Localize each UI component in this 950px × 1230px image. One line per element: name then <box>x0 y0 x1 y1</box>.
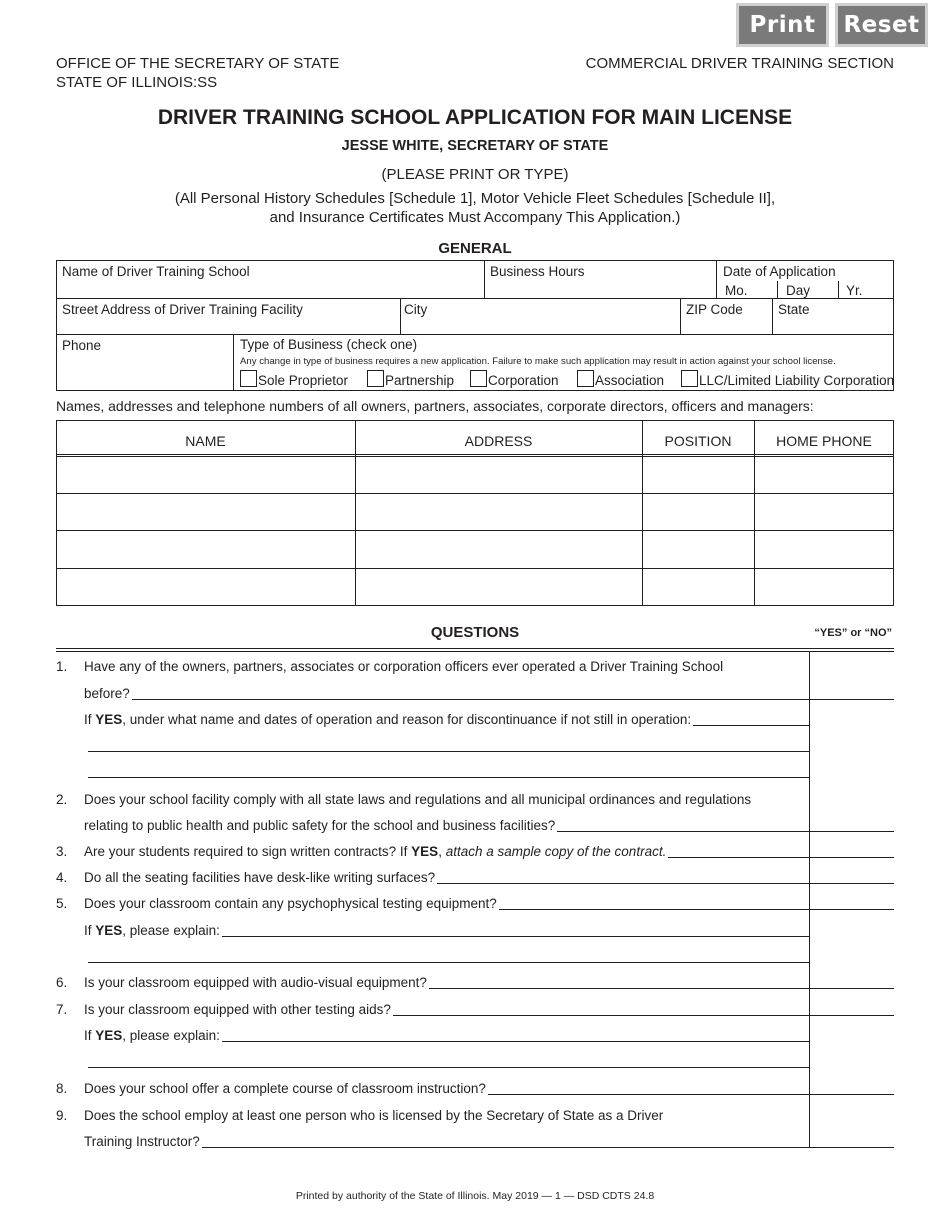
q7-text: Is your classroom equipped with other testing aids? <box>84 1002 391 1017</box>
home-phone-column-header: HOME PHONE <box>776 433 872 449</box>
sole-proprietor-checkbox[interactable] <box>240 370 257 387</box>
zip-code-label[interactable]: ZIP Code <box>686 302 743 317</box>
q4-text: Do all the seating facilities have desk-like writing surfaces? <box>84 870 436 885</box>
association-checkbox[interactable] <box>577 370 594 387</box>
yes-no-heading: “YES” or “NO” <box>814 627 892 639</box>
divider <box>772 298 773 334</box>
q7-explain-line[interactable] <box>88 1067 809 1068</box>
day-label[interactable]: Day <box>786 283 811 298</box>
q5-text: Does your classroom contain any psychophysical testing equipment? <box>84 896 497 911</box>
q7-number: 7. <box>56 1002 68 1017</box>
business-hours-label[interactable]: Business Hours <box>490 264 585 279</box>
divider <box>838 281 839 298</box>
print-button[interactable]: Print <box>736 3 829 47</box>
q3-text: Are your students required to sign written contracts? If YES, attach a sample copy of the contract. <box>84 844 667 859</box>
yes-bold: YES <box>95 712 123 727</box>
schedule-note-1: (All Personal History Schedules [Schedule 1], Motor Vehicle Fleet Schedules [Schedule II], <box>174 190 776 207</box>
q9-number: 9. <box>56 1108 68 1123</box>
q1-number: 1. <box>56 659 68 674</box>
questions-heading: QUESTIONS <box>430 624 520 641</box>
schedule-note-2: and Insurance Certificates Must Accompany This Application.) <box>269 209 681 226</box>
month-label[interactable]: Mo. <box>725 283 748 298</box>
partnership-checkbox[interactable] <box>367 370 384 387</box>
divider <box>56 651 894 652</box>
yes-bold: YES <box>95 1028 123 1043</box>
divider <box>680 298 681 334</box>
table-row[interactable] <box>56 530 894 531</box>
divider <box>56 454 894 455</box>
type-of-business-note: Any change in type of business requires a new application. Failure to make such application may result in action against your school license. <box>240 356 836 367</box>
sole-proprietor-label: Sole Proprietor <box>258 373 349 388</box>
if-prefix: If <box>84 923 96 938</box>
llc-checkbox[interactable] <box>681 370 698 387</box>
q7-explain <box>84 1028 222 1043</box>
q1-followup-line[interactable] <box>88 777 809 778</box>
position-column-header: POSITION <box>664 433 732 449</box>
city-label[interactable]: City <box>404 302 428 317</box>
q1-text: Have any of the owners, partners, associates or corporation officers ever operated a Driver Training School <box>84 659 724 674</box>
explain-text: , please explain: <box>122 1028 220 1043</box>
owners-note: Names, addresses and telephone numbers of all owners, partners, associates, corporate directors, officers and managers: <box>56 398 814 414</box>
reset-button[interactable]: Reset <box>835 3 928 47</box>
q1-answer-line[interactable] <box>84 699 894 700</box>
q3-italic: attach a sample copy of the contract. <box>445 844 667 859</box>
q9-text: Does the school employ at least one person who is licensed by the Secretary of State as a Driver <box>84 1108 664 1123</box>
state-label[interactable]: State <box>778 302 810 317</box>
q3-number: 3. <box>56 844 68 859</box>
table-row[interactable] <box>56 493 894 494</box>
divider <box>777 281 778 298</box>
divider <box>400 298 401 334</box>
q6-number: 6. <box>56 975 68 990</box>
office-line-1: OFFICE OF THE SECRETARY OF STATE <box>56 55 340 72</box>
address-column-header: ADDRESS <box>464 433 533 449</box>
q3-pre: Are your students required to sign written contracts? If <box>84 844 412 859</box>
q5-number: 5. <box>56 896 68 911</box>
if-prefix: If <box>84 712 96 727</box>
llc-label: LLC/Limited Liability Corporation <box>699 373 895 388</box>
footer: Printed by authority of the State of Illinois. May 2019 — 1 — DSD CDTS 24.8 <box>295 1190 655 1202</box>
name-column-header: NAME <box>185 433 226 449</box>
q2-text-2: relating to public health and public safety for the school and business facilities? <box>84 818 556 833</box>
print-note: (PLEASE PRINT OR TYPE) <box>381 166 569 183</box>
general-heading: GENERAL <box>438 240 512 257</box>
if-prefix: If <box>84 1028 96 1043</box>
q5-explain <box>84 923 222 938</box>
general-row-divider-1 <box>56 298 894 299</box>
yes-bold: YES <box>95 923 123 938</box>
form-subtitle: JESSE WHITE, SECRETARY OF STATE <box>341 138 609 154</box>
q3-yes: YES <box>411 844 439 859</box>
q9-answer-line[interactable] <box>84 1147 894 1148</box>
form-title: DRIVER TRAINING SCHOOL APPLICATION FOR MAIN LICENSE <box>157 106 793 129</box>
q5-explain-line[interactable] <box>88 962 809 963</box>
q8-text: Does your school offer a complete course of classroom instruction? <box>84 1081 486 1096</box>
date-of-application-label: Date of Application <box>723 264 836 279</box>
q1-followup-text: , under what name and dates of operation and reason for discontinuance if not still in operation: <box>122 712 692 727</box>
q6-text: Is your classroom equipped with audio-visual equipment? <box>84 975 427 990</box>
corporation-label: Corporation <box>488 373 559 388</box>
q1-text-2: before? <box>84 686 130 701</box>
corporation-checkbox[interactable] <box>470 370 487 387</box>
office-line-2: STATE OF ILLINOIS:SS <box>56 74 218 91</box>
phone-label[interactable]: Phone <box>62 338 102 353</box>
divider <box>233 334 234 391</box>
q4-number: 4. <box>56 870 68 885</box>
table-row[interactable] <box>56 568 894 569</box>
q1-followup-line[interactable] <box>88 751 809 752</box>
q8-number: 8. <box>56 1081 68 1096</box>
association-label: Association <box>595 373 665 388</box>
q2-text: Does your school facility comply with all state laws and regulations and all municipal ordinances and regulations <box>84 792 752 807</box>
divider <box>716 260 717 298</box>
q2-number: 2. <box>56 792 68 807</box>
explain-text: , please explain: <box>122 923 220 938</box>
partnership-label: Partnership <box>385 373 455 388</box>
q1-followup <box>84 712 693 727</box>
divider <box>484 260 485 298</box>
divider <box>56 648 894 649</box>
year-label[interactable]: Yr. <box>846 283 863 298</box>
section-name: COMMERCIAL DRIVER TRAINING SECTION <box>585 55 894 72</box>
answer-column <box>809 652 810 1148</box>
q9-text-2: Training Instructor? <box>84 1134 200 1149</box>
school-name-label[interactable]: Name of Driver Training School <box>62 264 250 279</box>
type-of-business-label: Type of Business (check one) <box>240 337 418 352</box>
street-address-label[interactable]: Street Address of Driver Training Facility <box>62 302 303 317</box>
divider <box>56 456 894 457</box>
general-row-divider-2 <box>56 334 894 335</box>
